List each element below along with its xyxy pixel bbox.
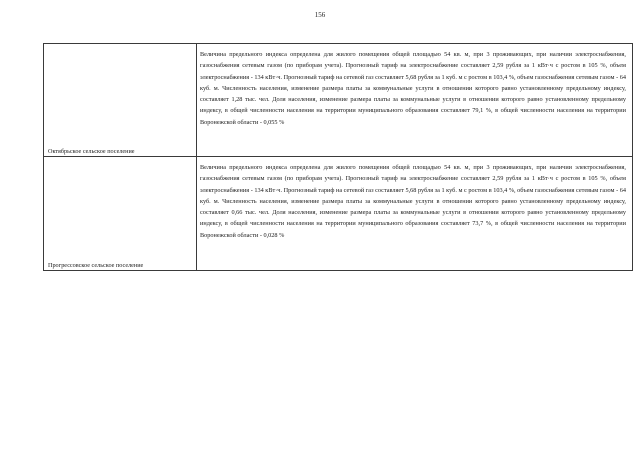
settlement-description-cell (197, 44, 633, 157)
settlement-description-cell (197, 157, 633, 271)
settlement-name-cell (44, 44, 197, 157)
settlement-description: Величина предельного индекса определена для жилого помещения общей площадью 54 кв. м, при 3 проживающих, при наличии электроснабжения, газоснабжения сетевым газом (по приборам учета). Прогнозный тариф на электроснабжение составляет 2,59 рубля за 1 кВт·ч с ростом в 105 %, объем электроснабжения - 134 кВт·ч. Прогнозный тариф на сетевой газ составляет 5,68 рубля за 1 куб. м с ростом в 103,4 %, объем газоснабжения сетевым газом - 64 куб. м. Численность населения, изменение размера платы за коммунальные услуги в отношении которого равно установленному предельному индексу, составляет 1,28 тыс. чел. Доля населения, изменение размера платы за коммунальные услуги в отношении которого равно установленному предельному индексу, в общей численности населения на территории муниципального образования составляет 79,1 %, в общей численности населения на территории Воронежской области - 0,055 % (200, 51, 626, 126)
settlement-description: Величина предельного индекса определена для жилого помещения общей площадью 54 кв. м, при 3 проживающих, при наличии электроснабжения, газоснабжения сетевым газом (по приборам учета). Прогнозный тариф на электроснабжение составляет 2,59 рубля за 1 кВт·ч с ростом в 105 %, объем электроснабжения - 134 кВт·ч. Прогнозный тариф на сетевой газ составляет 5,68 рубля за 1 куб. м с ростом в 103,4 %, объем газоснабжения сетевым газом - 64 куб. м. Численность населения, изменение размера платы за коммунальные услуги в отношении которого равно установленному предельному индексу, составляет 0,66 тыс. чел. Доля населения, изменение размера платы за коммунальные услуги в отношении которого равно установленному предельному индексу, в общей численности населения на территории муниципального образования составляет 73,7 %, в общей численности населения на территории Воронежской области - 0,028 % (200, 164, 626, 239)
table-row (44, 157, 633, 271)
settlement-name-cell (44, 157, 197, 271)
page-number: 156 (314, 11, 326, 19)
settlement-name: Октябрьское сельское поселение (48, 148, 135, 155)
settlement-name: Прогрессовское сельское поселение (48, 262, 144, 269)
table-row (44, 44, 633, 157)
settlements-table (43, 43, 633, 271)
